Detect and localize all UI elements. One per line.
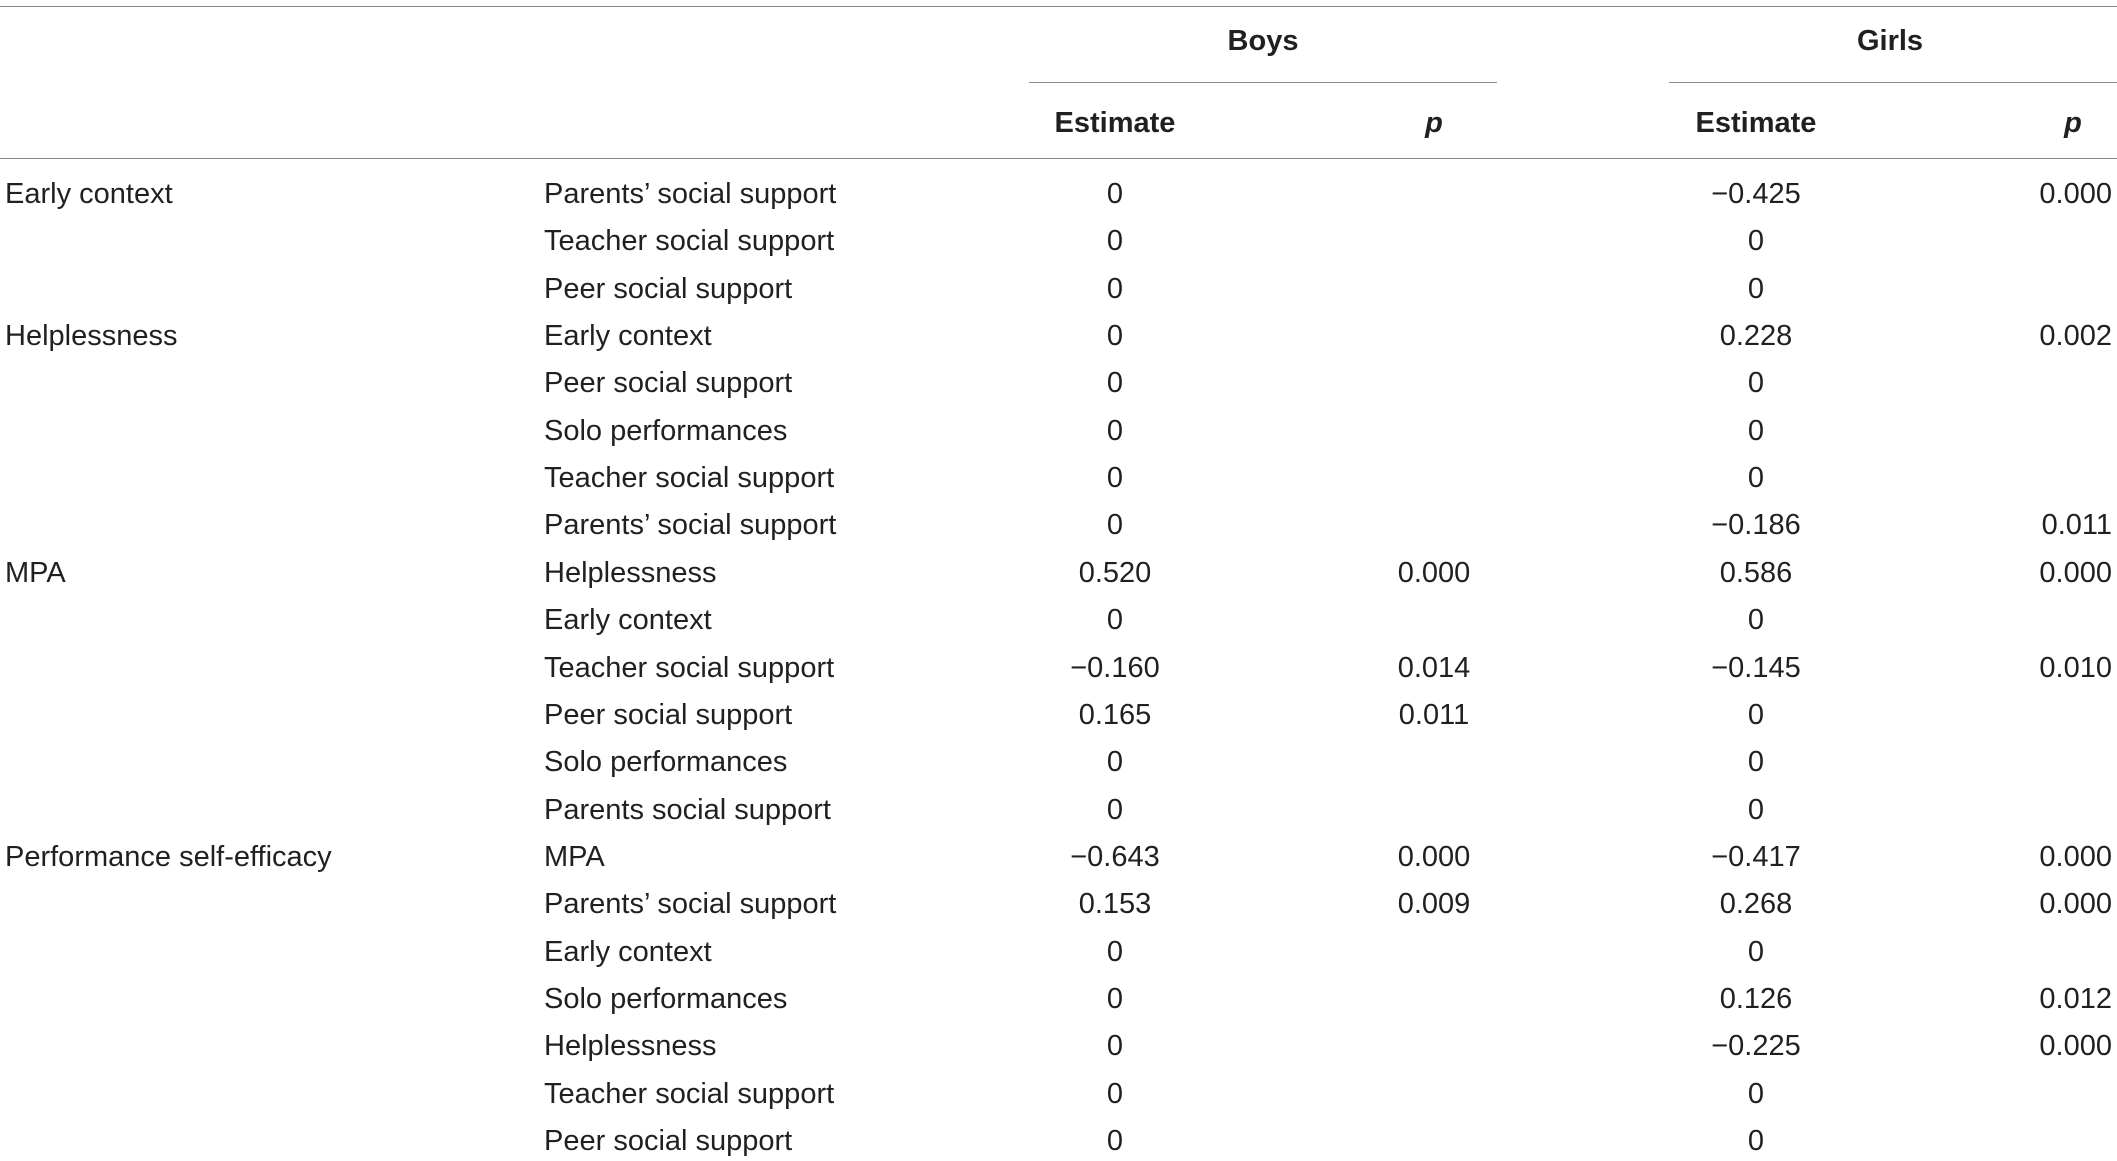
boys-estimate-cell: 0 [1106,604,1124,637]
predictor-cell: Helplessness [544,556,717,589]
girls-estimate-cell: 0.586 [1719,556,1793,589]
girls-estimate-cell: 0 [1747,272,1765,305]
girls-estimate-cell: 0 [1747,462,1765,495]
girls-p-cell: 0.010 [2039,651,2112,684]
girls-p-cell: 0.000 [2039,840,2112,873]
boys-p-cell: 0.000 [1397,556,1471,589]
girls-p-cell: 0.011 [2041,509,2112,542]
girls-estimate-cell: −0.186 [1711,509,1801,542]
predictor-cell: Parents’ social support [544,888,837,921]
predictor-cell: MPA [544,840,605,873]
boys-estimate-cell: 0.520 [1078,556,1152,589]
boys-estimate-header: Estimate [1054,107,1176,139]
boys-estimate-cell: 0 [1106,1125,1124,1157]
predictor-cell: Early context [544,604,712,637]
boys-estimate-cell: 0 [1106,509,1124,542]
outcome-cell: MPA [5,556,66,589]
predictor-cell: Early context [544,320,712,353]
predictor-cell: Peer social support [544,367,793,400]
girls-estimate-header: Estimate [1695,107,1817,139]
outcome-cell: Early context [5,178,173,210]
girls-group-rule [1669,82,2117,83]
girls-estimate-cell: −0.417 [1711,840,1801,873]
predictor-cell: Parents’ social support [544,178,837,210]
outcome-cell: Helplessness [5,320,178,353]
boys-estimate-cell: 0 [1106,1077,1124,1110]
predictor-cell: Solo performances [544,414,788,447]
boys-p-cell: 0.014 [1397,651,1471,684]
boys-estimate-cell: 0 [1106,320,1124,353]
predictor-cell: Parents’ social support [544,509,837,542]
girls-group-header: Girls [1856,25,1924,57]
predictor-cell: Peer social support [544,698,793,731]
predictor-cell: Peer social support [544,1125,793,1157]
predictor-cell: Teacher social support [544,1077,835,1110]
predictor-cell: Helplessness [544,1030,717,1063]
girls-p-cell: 0.000 [2039,1030,2112,1063]
boys-p-cell: 0.011 [1398,698,1470,731]
girls-p-cell: 0.002 [2039,320,2112,353]
girls-estimate-cell: 0 [1747,698,1765,731]
predictor-cell: Teacher social support [544,651,835,684]
boys-estimate-cell: 0 [1106,414,1124,447]
boys-estimate-cell: 0 [1106,1030,1124,1063]
girls-estimate-cell: 0 [1747,225,1765,258]
outcome-cell: Performance self-efficacy [5,840,332,873]
girls-estimate-cell: 0 [1747,935,1765,968]
boys-estimate-cell: 0 [1106,367,1124,400]
top-rule [0,6,2117,7]
predictor-cell: Teacher social support [544,225,835,258]
girls-estimate-cell: 0 [1747,414,1765,447]
girls-p-cell: 0.000 [2039,178,2112,210]
girls-estimate-cell: −0.425 [1711,178,1801,210]
predictor-cell: Peer social support [544,272,793,305]
boys-estimate-cell: 0.165 [1078,698,1152,731]
predictor-cell: Parents social support [544,793,831,826]
boys-estimate-cell: 0 [1106,272,1124,305]
header-rule [0,158,2117,159]
girls-estimate-cell: −0.145 [1711,651,1801,684]
girls-estimate-cell: 0.126 [1719,982,1793,1015]
girls-estimate-cell: 0 [1747,746,1765,779]
girls-estimate-cell: 0 [1747,367,1765,400]
boys-estimate-cell: 0 [1106,982,1124,1015]
girls-estimate-cell: 0.228 [1719,320,1793,353]
boys-estimate-cell: 0.153 [1078,888,1152,921]
boys-group-rule [1029,82,1497,83]
girls-p-header: p [2064,107,2082,139]
girls-p-cell: 0.000 [2039,888,2112,921]
boys-estimate-cell: 0 [1106,746,1124,779]
girls-estimate-cell: 0 [1747,793,1765,826]
boys-estimate-cell: 0 [1106,935,1124,968]
girls-p-cell: 0.012 [2039,982,2112,1015]
girls-estimate-cell: 0 [1747,1125,1765,1157]
boys-estimate-cell: 0 [1106,178,1124,210]
boys-estimate-cell: 0 [1106,225,1124,258]
girls-estimate-cell: 0.268 [1719,888,1793,921]
boys-estimate-cell: −0.160 [1070,651,1160,684]
girls-estimate-cell: 0 [1747,1077,1765,1110]
boys-p-cell: 0.009 [1397,888,1471,921]
predictor-cell: Teacher social support [544,462,835,495]
predictor-cell: Early context [544,935,712,968]
boys-p-cell: 0.000 [1397,840,1471,873]
girls-estimate-cell: −0.225 [1711,1030,1801,1063]
predictor-cell: Solo performances [544,746,788,779]
boys-estimate-cell: 0 [1106,793,1124,826]
girls-p-cell: 0.000 [2039,556,2112,589]
boys-group-header: Boys [1227,25,1299,57]
boys-p-header: p [1425,107,1443,139]
girls-estimate-cell: 0 [1747,604,1765,637]
boys-estimate-cell: −0.643 [1070,840,1160,873]
predictor-cell: Solo performances [544,982,788,1015]
boys-estimate-cell: 0 [1106,462,1124,495]
